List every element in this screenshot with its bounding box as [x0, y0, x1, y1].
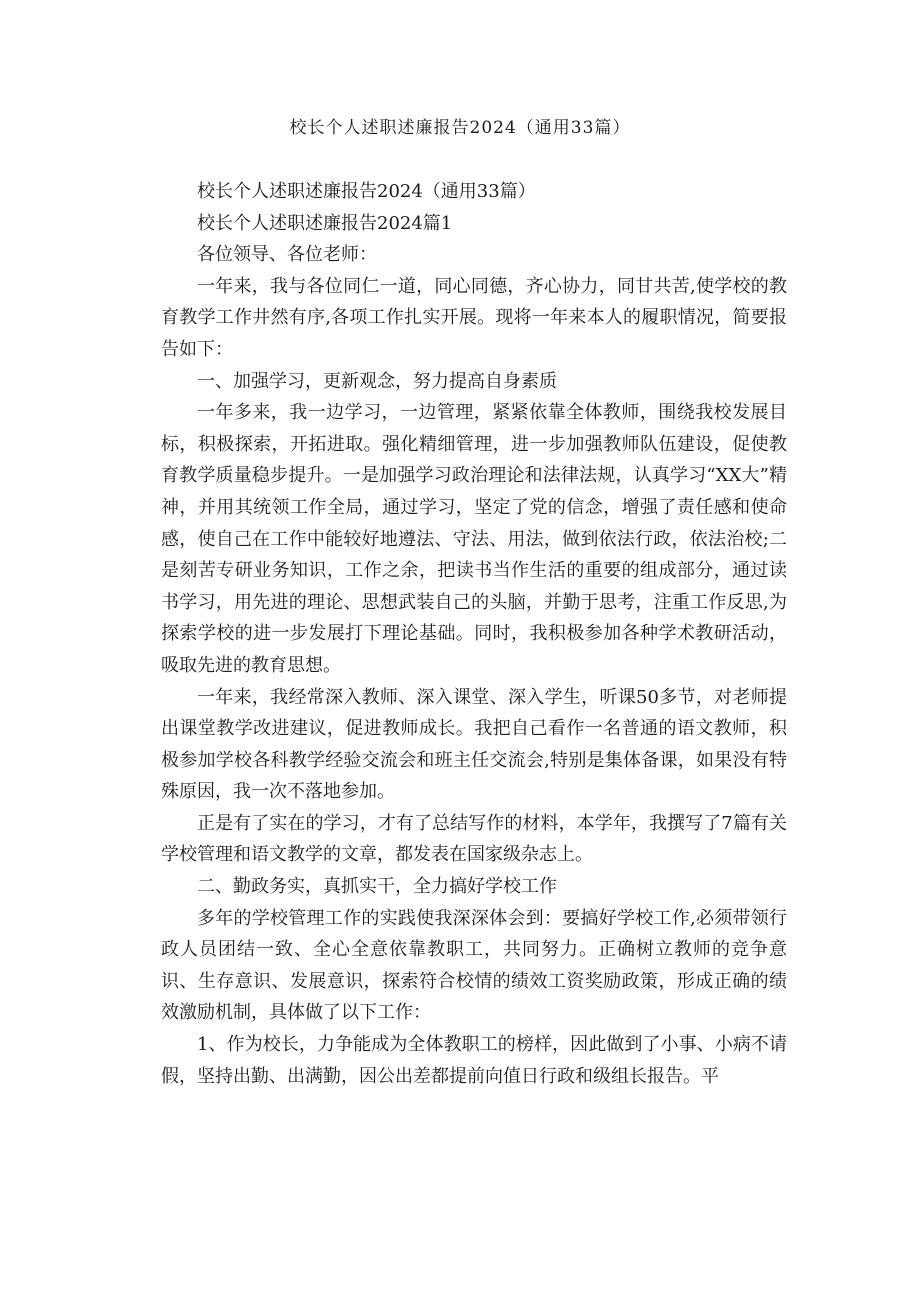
paragraph-heading-2: 二、勤政务实，真抓实干，全力搞好学校工作: [197, 876, 557, 898]
paragraph-salutation: 各位领导、各位老师：: [197, 244, 377, 266]
paragraph: 多年的学校管理工作的实践使我深深体会到：要搞好学校工作,必须带领行政人员团结一致、全心全意依靠教职工，共同努力。正确树立教师的竞争意识、生存意识、发展意识，探索符合校情的绩效工资奖励政策，形成正确的绩效激励机制，具体做了以下工作：: [161, 907, 787, 1024]
paragraph: 一年多来，我一边学习，一边管理，紧紧依靠全体教师，围绕我校发展目标，积极探索，开拓进取。强化精细管理，进一步加强教师队伍建设，促使教育教学质量稳步提升。一是加强学习政治理论和法律法规，认真学习“XX大”精神，并用其统领工作全局，通过学习，坚定了党的信念，增强了责任感和使命感，使自己在工作中能较好地遵法、守法、用法，做到依法行政，依法治校;二是刻苦专研业务知识，工作之余，把读书当作生活的重要的组成部分，通过读书学习，用先进的理论、思想武装自己的头脑，并勤于思考，注重工作反思,为探索学校的进一步发展打下理论基础。同时，我积极参加各种学术教研活动，吸取先进的教育思想。: [161, 402, 787, 676]
paragraph: 正是有了实在的学习，才有了总结写作的材料，本学年，我撰写了7篇有关学校管理和语文教学的文章，都发表在国家级杂志上。: [161, 812, 787, 866]
paragraph: 一年来，我经常深入教师、深入课堂、深入学生，听课50多节，对老师提出课堂教学改进建议，促进教师成长。我把自己看作一名普通的语文教师，积极参加学校各科教学经验交流会和班主任交流会,特别是集体备课，如果没有特殊原因，我一次不落地参加。: [161, 686, 787, 803]
document-title: 校长个人述职述廉报告2024（通用33篇）: [289, 118, 631, 138]
paragraph: 一年来，我与各位同仁一道，同心同德，齐心协力，同甘共苦,使学校的教育教学工作井然有序,各项工作扎实开展。现将一年来本人的履职情况，简要报告如下：: [161, 275, 787, 360]
paragraph-heading-1: 一、加强学习，更新观念，努力提高自身素质: [197, 370, 557, 392]
paragraph: 1、作为校长，力争能成为全体教职工的榜样，因此做到了小事、小病不请假，坚持出勤、出满勤，因公出差都提前向值日行政和级组长报告。平: [161, 1034, 787, 1087]
document-body: [161, 176, 787, 1092]
paragraph-section-heading: 校长个人述职述廉报告2024篇1: [197, 212, 453, 234]
paragraph-subtitle: 校长个人述职述廉报告2024（通用33篇）: [197, 181, 536, 202]
